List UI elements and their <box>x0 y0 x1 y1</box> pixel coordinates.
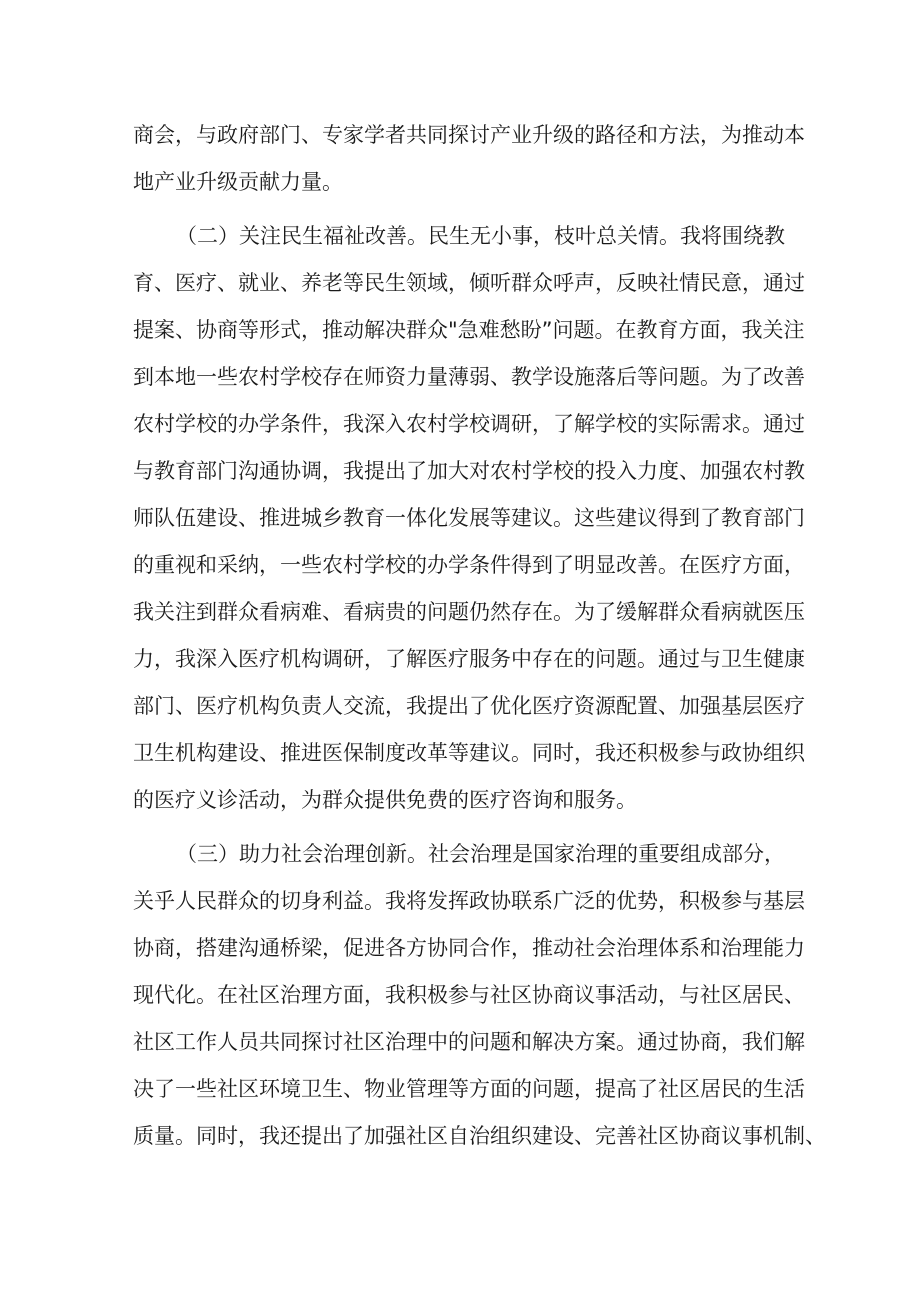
text-line: 决了一些社区环境卫生、物业管理等方面的问题，提高了社区居民的生活 <box>133 1077 805 1101</box>
paragraph-heading-line: （三）助力社会治理创新。社会治理是国家治理的重要组成部分， <box>176 842 785 866</box>
text-line: 力，我深入医疗机构调研，了解医疗服务中存在的问题。通过与卫生健康 <box>133 647 805 671</box>
text-line: 部门、医疗机构负责人交流，我提出了优化医疗资源配置、加强基层医疗 <box>133 694 805 718</box>
text-line: 农村学校的办学条件，我深入农村学校调研，了解学校的实际需求。通过 <box>133 412 805 436</box>
text-line: 师队伍建设、推进城乡教育一体化发展等建议。这些建议得到了教育部门 <box>133 506 805 530</box>
text-line: 提案、协商等形式，推动解决群众"急难愁盼”问题。在教育方面，我关注 <box>133 318 805 342</box>
text-line: 育、医疗、就业、养老等民生领域，倾听群众呼声，反映社情民意，通过 <box>133 271 805 295</box>
text-line: 的重视和采纳，一些农村学校的办学条件得到了明显改善。在医疗方面， <box>133 553 805 577</box>
text-line: 卫生机构建设、推进医保制度改革等建议。同时，我还积极参与政协组织 <box>133 741 805 765</box>
text-line: 协商，搭建沟通桥梁，促进各方协同合作，推动社会治理体系和治理能力 <box>133 936 805 960</box>
text-line: 商会，与政府部门、专家学者共同探讨产业升级的路径和方法，为推动本 <box>133 123 805 147</box>
text-line: 我关注到群众看病难、看病贵的问题仍然存在。为了缓解群众看病就医压 <box>133 600 805 624</box>
text-line: 地产业升级贡献力量。 <box>133 170 343 194</box>
text-line: 社区工作人员共同探讨社区治理中的问题和解决方案。通过协商，我们解 <box>133 1030 805 1054</box>
text-line: 与教育部门沟通协调，我提出了加大对农村学校的投入力度、加强农村教 <box>133 459 805 483</box>
paragraph-heading-line: （二）关注民生福祉改善。民生无小事，枝叶总关情。我将围绕教 <box>176 224 785 248</box>
text-line: 现代化。在社区治理方面，我积极参与社区协商议事活动，与社区居民、 <box>133 983 805 1007</box>
text-line: 到本地一些农村学校存在师资力量薄弱、教学设施落后等问题。为了改善 <box>133 365 805 389</box>
text-line: 质量。同时，我还提出了加强社区自治组织建设、完善社区协商议事机制、 <box>133 1124 826 1148</box>
text-line: 关乎人民群众的切身利益。我将发挥政协联系广泛的优势，积极参与基层 <box>133 889 805 913</box>
text-line: 的医疗义诊活动，为群众提供免费的医疗咨询和服务。 <box>133 788 637 812</box>
